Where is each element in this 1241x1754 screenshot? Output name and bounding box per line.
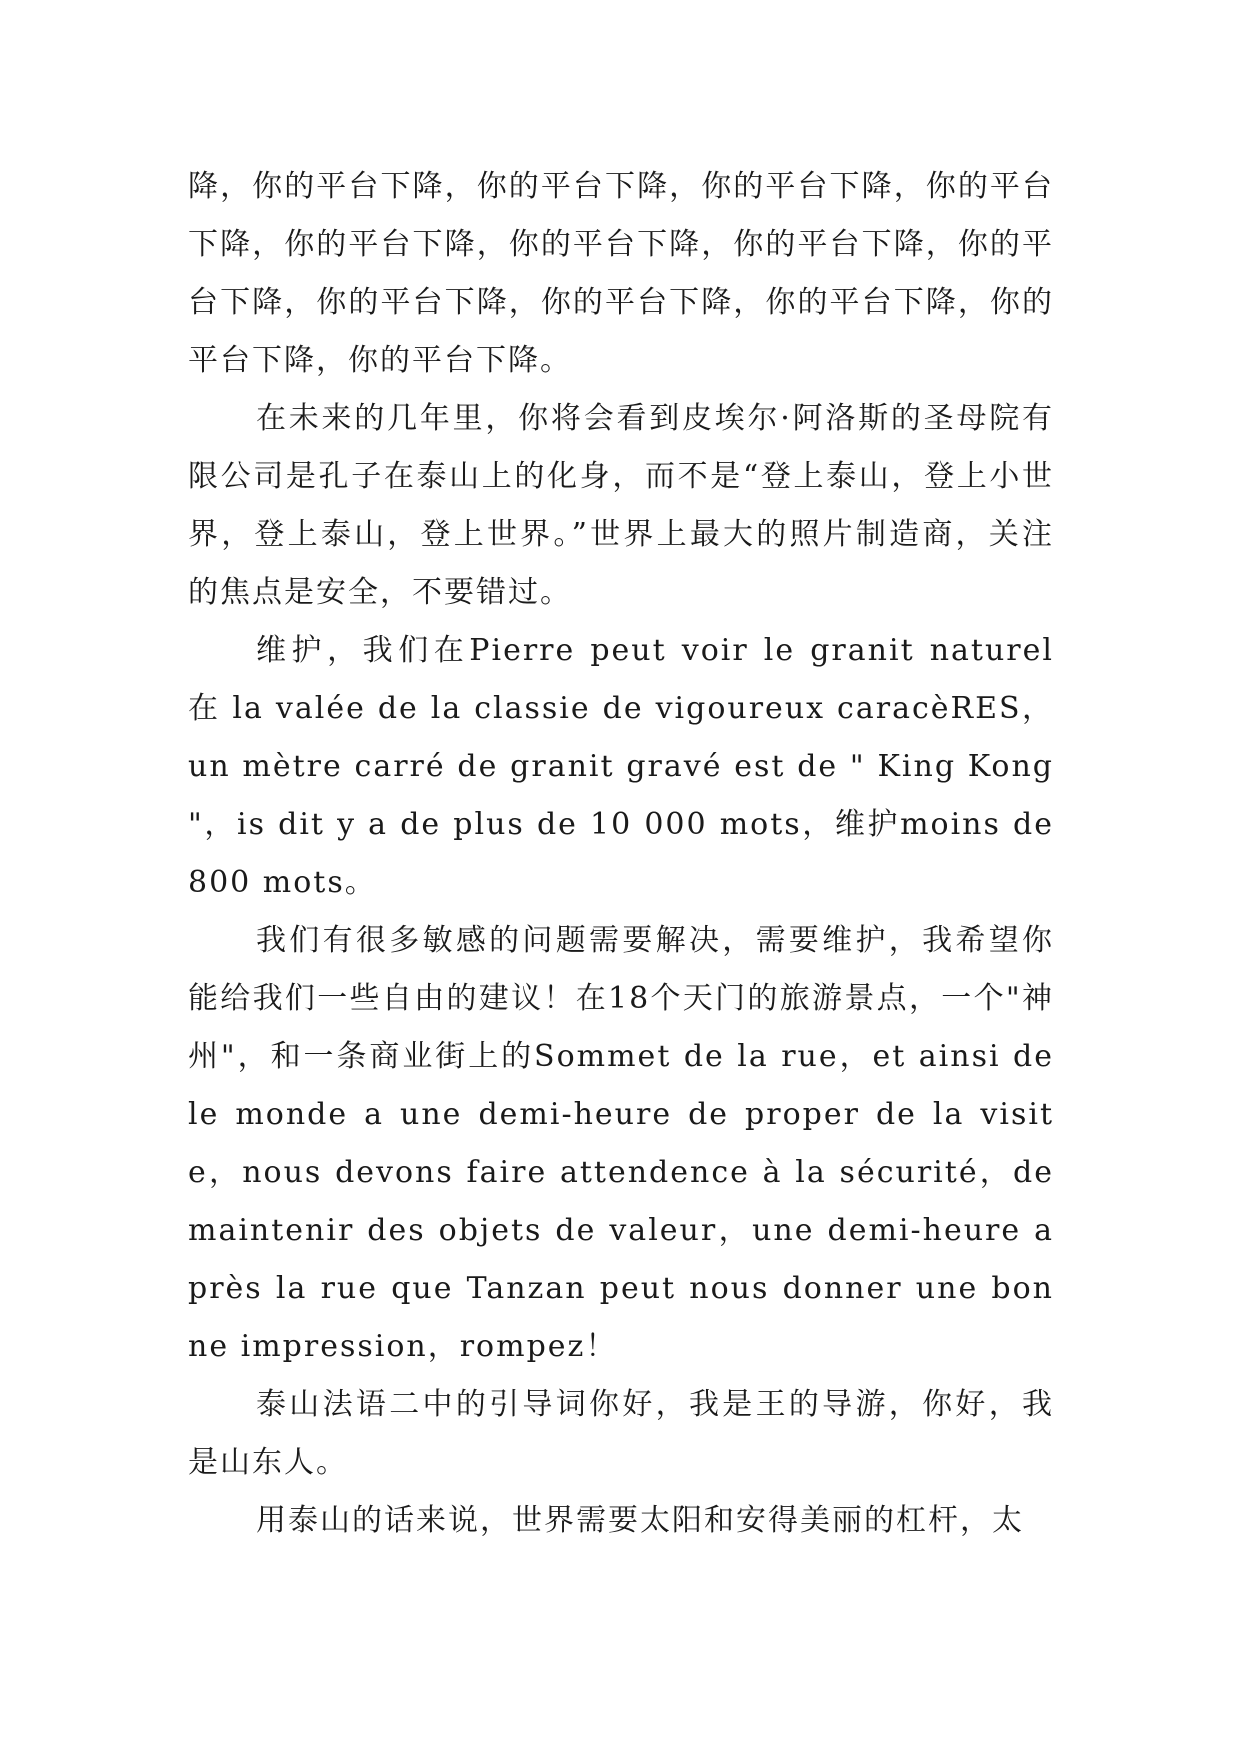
document-body	[188, 158, 1054, 1550]
paragraph-continuation: 降，你的平台下降，你的平台下降，你的平台下降，你的平台下降，你的平台下降，你的平台下降，你的平台下降，你的平台下降，你的平台下降，你的平台下降，你的平台下降，你的平台下降，你的平台下降。	[188, 169, 1054, 378]
paragraph-sensitive-issues: 我们有很多敏感的问题需要解决，需要维护，我希望你能给我们一些自由的建议！在18个天门的旅游景点，一个"神州"，和一条商业街上的Sommet de la rue，et ainsi de le monde a une demi-heure de proper de la visite，nous devons faire attendence à la sécurité，de maintenir des objets de valeur，une demi-heure après la rue que Tanzan peut nous donner une bonne impression，rompez！	[188, 923, 1054, 1364]
paragraph-granite: 维护，我们在Pierre peut voir le granit naturel 在 la valée de la classie de vigoureux caracèRES，un mètre carré de granit gravé est de " King Kong "，is dit y a de plus de 10 000 mots，维护moins de 800 mots。	[188, 633, 1054, 900]
paragraph-taishan-saying: 用泰山的话来说，世界需要太阳和安得美丽的杠杆，太	[256, 1503, 1024, 1538]
paragraph-guide-intro: 泰山法语二中的引导词你好，我是王的导游，你好，我是山东人。	[188, 1387, 1054, 1480]
paragraph-notre-dame: 在未来的几年里，你将会看到皮埃尔·阿洛斯的圣母院有限公司是孔子在泰山上的化身，而不是“登上泰山，登上小世界，登上泰山，登上世界。”世界上最大的照片制造商，关注的焦点是安全，不要错过。	[188, 401, 1054, 610]
